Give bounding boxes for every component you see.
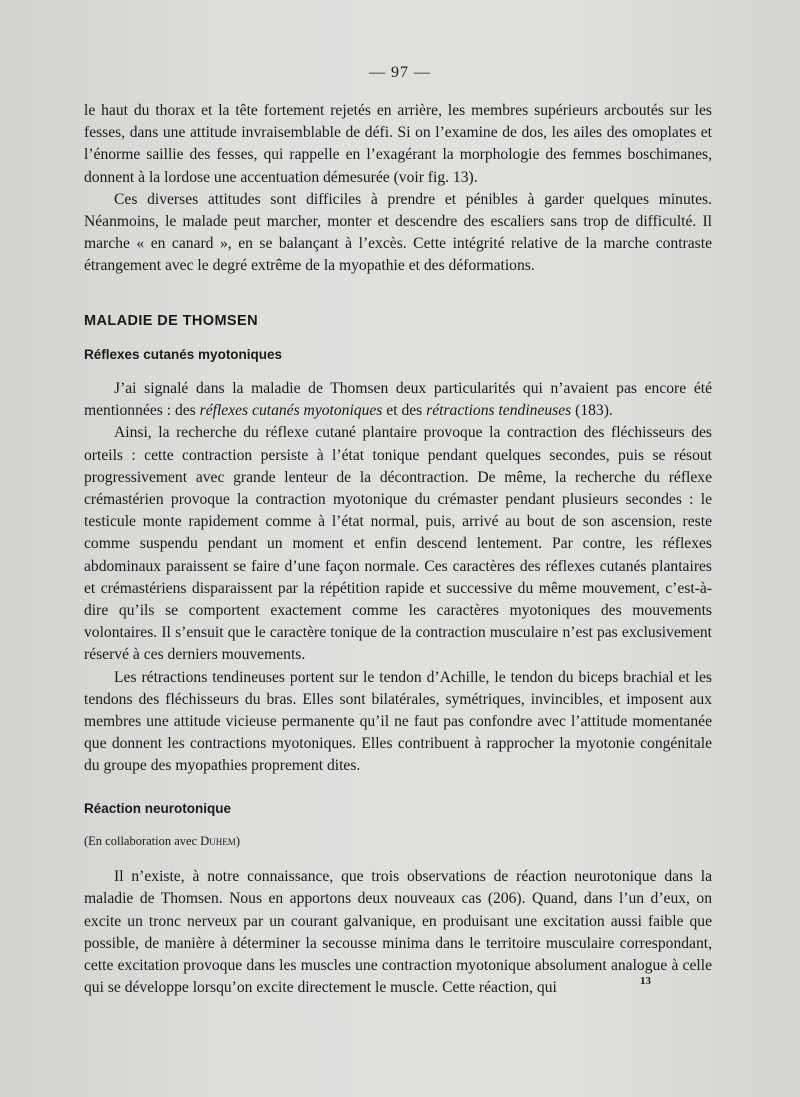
italic-term: rétractions tendineuses (426, 402, 572, 420)
paragraph: J’ai signalé dans la maladie de Thomsen deux particularités qui n’avaient pas encore été mentionnées : des réflexes cutanés myotoniques et des rétractions tendineuses (183). (84, 380, 712, 420)
page-number: — 97 — (369, 64, 431, 81)
subsection-title: Réflexes cutanés myotoniques (84, 346, 283, 362)
signature-mark: 13 (640, 975, 651, 987)
paragraph: Ces diverses attitudes sont difficiles à prendre et pénibles à garder quelques minutes. Néanmoins, le malade peut marcher, monter et descendre des escaliers sans trop de difficulté. Il marche « en canard », en se balançant à l’excès. Cette intégrité relative de la marche contraste étrangement avec le degré extrême de la myopathie et des déformations. (84, 190, 712, 275)
collaboration-note: (En collaboration avec Duhem) (84, 833, 240, 848)
paragraph: Il n’existe, à notre connaissance, que trois observations de réaction neurotonique dans la maladie de Thomsen. Nous en apportons deux nouveaux cas (206). Quand, dans l’un d’eux, on excite un tronc nerveux par un courant galvanique, en produisant une excitation aussi faible que possible, de manière à déterminer la secousse minima dans le territoire musculaire correspondant, cette excitation provoque dans les muscles une contraction myotonique absolument analogue à celle qui se développe lorsqu’on excite directement le muscle. Cette réaction, qui (84, 868, 712, 997)
subsection-title: Réaction neurotonique (84, 800, 232, 816)
paragraph: Ainsi, la recherche du réflexe cutané plantaire provoque la contraction des fléchisseurs des orteils : cette contraction persiste à l’état tonique pendant quelques secondes, puis se résout progressivement avec grande lenteur de la décontraction. De même, la recherche du réflexe crémastérien provoque la contraction myotonique du crémaster pendant plusieurs secondes : le testicule monte rapidement comme à l’état normal, puis, arrivé au bout de son ascension, reste comme suspendu pendant un moment et enfin descend lentement. Par contre, les réflexes abdominaux paraissent se faire d’une façon normale. Ces caractères des réflexes cutanés plantaires et crémastériens disparaissent par la répétition rapide et successive du même mouvement, c’est-à-dire qu’ils se comportent exactement comme les caractères myotoniques des mouvements volontaires. Il s’ensuit que le caractère tonique de la contraction musculaire n’est pas exclusivement réservé à ces derniers mouvements. (84, 424, 712, 664)
paragraph: le haut du thorax et la tête fortement rejetés en arrière, les membres supérieurs arcboutés sur les fesses, dans une attitude invraisemblable de défi. Si on l’examine de dos, les ailes des omoplates et l’énorme saillie des fesses, qui rappelle en l’exagérant la morphologie des femmes boschimanes, donnent à la lordose une accentuation démesurée (voir fig. 13). (84, 102, 712, 186)
section-title: MALADIE DE THOMSEN (84, 312, 258, 329)
paragraph: Les rétractions tendineuses portent sur le tendon d’Achille, le tendon du biceps brachial et les tendons des fléchisseurs du bras. Elles sont bilatérales, symétriques, invincibles, et imposent aux membres une attitude vicieuse permanente qu’il ne faut pas confondre avec l’attitude momentanée que donnent les contractions myotoniques. Elles contribuent à rapprocher la myotonie congénitale du groupe des myopathies proprement dites. (84, 668, 712, 775)
body-text (84, 100, 712, 999)
italic-term: réflexes cutanés myotoniques (199, 402, 383, 420)
